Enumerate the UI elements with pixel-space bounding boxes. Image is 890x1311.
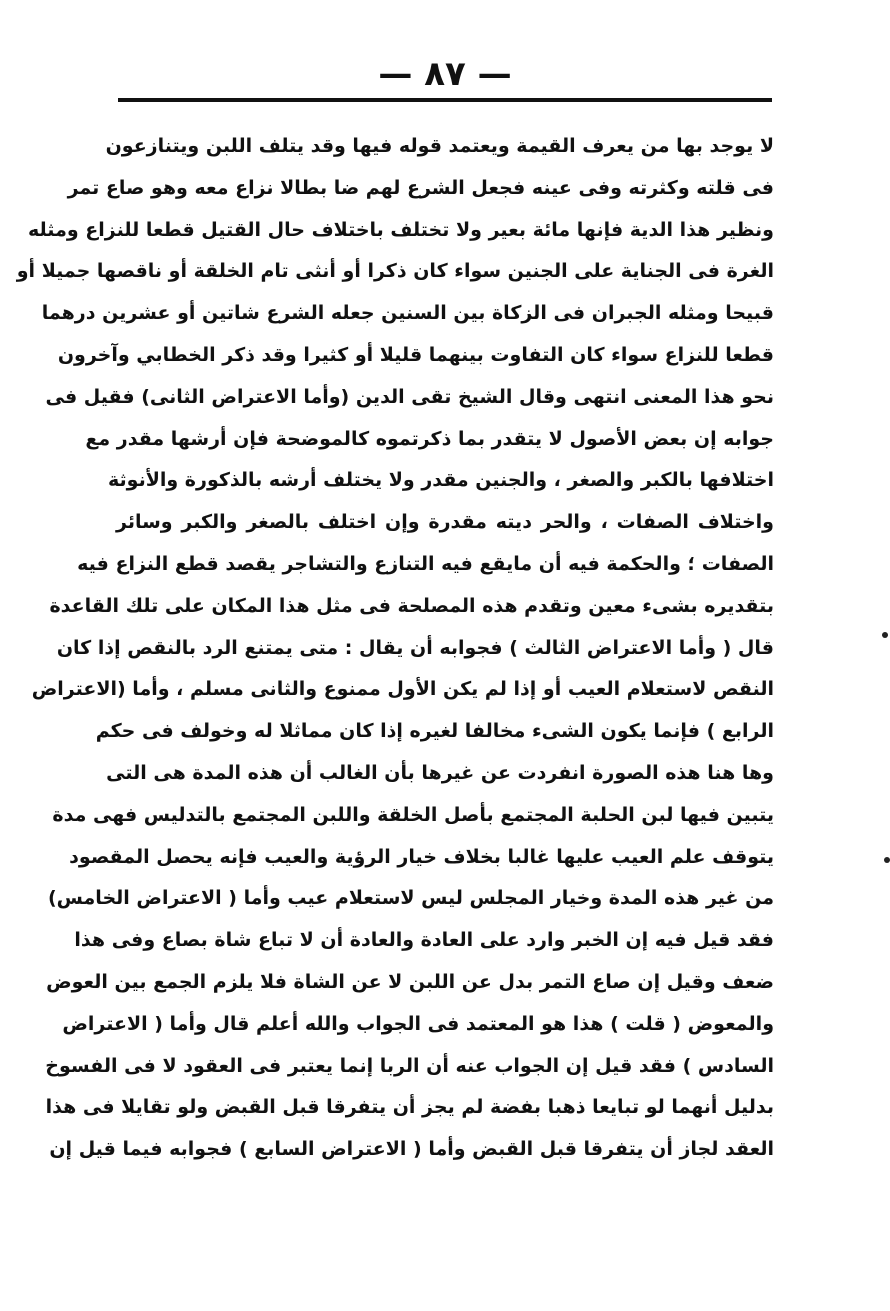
text-line: بتقديره بشىء معين وتقدم هذه المصلحة فى مثل هذا المكان على تلك القاعدة [49,594,774,617]
text-line: نحو هذا المعنى انتهى وقال الشيخ تقى الدين (وأما الاعتراض الثانى) فقيل فى [45,385,774,408]
text-line: وها هنا هذه الصورة انفردت عن غيرها بأن الغالب أن هذه المدة هى التى [106,761,774,784]
text-line: والمعوض ( قلت ) هذا هو المعتمد فى الجواب والله أعلم قال وأما ( الاعتراض [62,1012,774,1035]
header-rule [118,98,772,102]
text-line: واختلاف الصفات ، والحر ديته مقدرة وإن اختلف بالصغر والكبر وسائر [116,511,774,534]
text-line: ونظير هذا الدية فإنها مائة بعير ولا تختلف باختلاف حال القتيل قطعا للنزاع ومثله [28,218,774,241]
text-line: الصفات ؛ والحكمة فيه أن مايقع فيه التنازع والتشاجر يقصد قطع النزاع فيه [77,552,774,575]
margin-dot [882,632,888,638]
margin-dot [884,857,890,863]
text-line: اختلافها بالكبر والصغر ، والجنين مقدر ولا يختلف أرشه بالذكورة والأنوثة [108,469,774,492]
text-line: جوابه إن بعض الأصول لا يتقدر بما ذكرتموه كالموضحة فإن أرشها مقدر مع [85,427,774,450]
text-line: الغرة فى الجناية على الجنين سواء كان ذكرا أو أنثى تام الخلقة أو ناقصها جميلا أو [16,260,774,283]
text-line: الرابع ) فإنما يكون الشىء مخالفا لغيره إذا كان مماثلا له وخولف فى حكم [95,720,774,743]
text-line: النقص لاستعلام العيب أو إذا لم يكن الأول ممنوع والثانى مسلم ، وأما (الاعتراض [31,678,774,701]
text-line: فى قلته وكثرته وفى عينه فجعل الشرع لهم ضا بطالا نزاع معه وهو صاع تمر [67,176,774,199]
page-number: — ٨٧ — [378,54,512,94]
text-line: قطعا للنزاع سواء كان التفاوت بينهما قليلا أو كثيرا وقد ذكر الخطابي وآخرون [57,343,774,366]
text-line: السادس ) فقد قيل إن الجواب عنه أن الربا إنما يعتبر فى العقود لا فى الفسوخ [45,1054,774,1077]
body-text [16,126,774,1171]
text-line: قبيحا ومثله الجبران فى الزكاة بين السنين جعله الشرع شاتين أو عشرين درهما [41,302,774,325]
text-line: من غير هذه المدة وخيار المجلس ليس لاستعلام عيب وأما ( الاعتراض الخامس) [48,887,774,910]
text-line: فقد قيل فيه إن الخبر وارد على العادة والعادة أن لا تباع شاة بصاع وفى هذا [74,929,774,952]
text-line: يتبين فيها لبن الحلبة المجتمع بأصل الخلقة واللبن المجتمع بالتدليس فهى مدة [52,803,774,826]
text-line: يتوقف علم العيب عليها غالبا بخلاف خيار الرؤية والعيب فإنه يحصل المقصود [69,845,774,868]
text-line: بدليل أنهما لو تبايعا ذهبا بفضة لم يجز أن يتفرقا قبل القبض ولو تقايلا فى هذا [45,1096,774,1119]
text-line: ضعف وقيل إن صاع التمر بدل عن اللبن لا عن الشاة فلا يلزم الجمع بين العوض [46,970,774,993]
text-line: لا يوجد بها من يعرف القيمة ويعتمد قوله فيها وقد يتلف اللبن ويتنازعون [105,135,774,157]
text-line: قال ( وأما الاعتراض الثالث ) فجوابه أن يقال : متى يمتنع الرد بالنقص إذا كان [56,636,774,659]
text-line: العقد لجاز أن يتفرقا قبل القبض وأما ( الاعتراض السابع ) فجوابه فيما قيل إن [49,1138,774,1161]
